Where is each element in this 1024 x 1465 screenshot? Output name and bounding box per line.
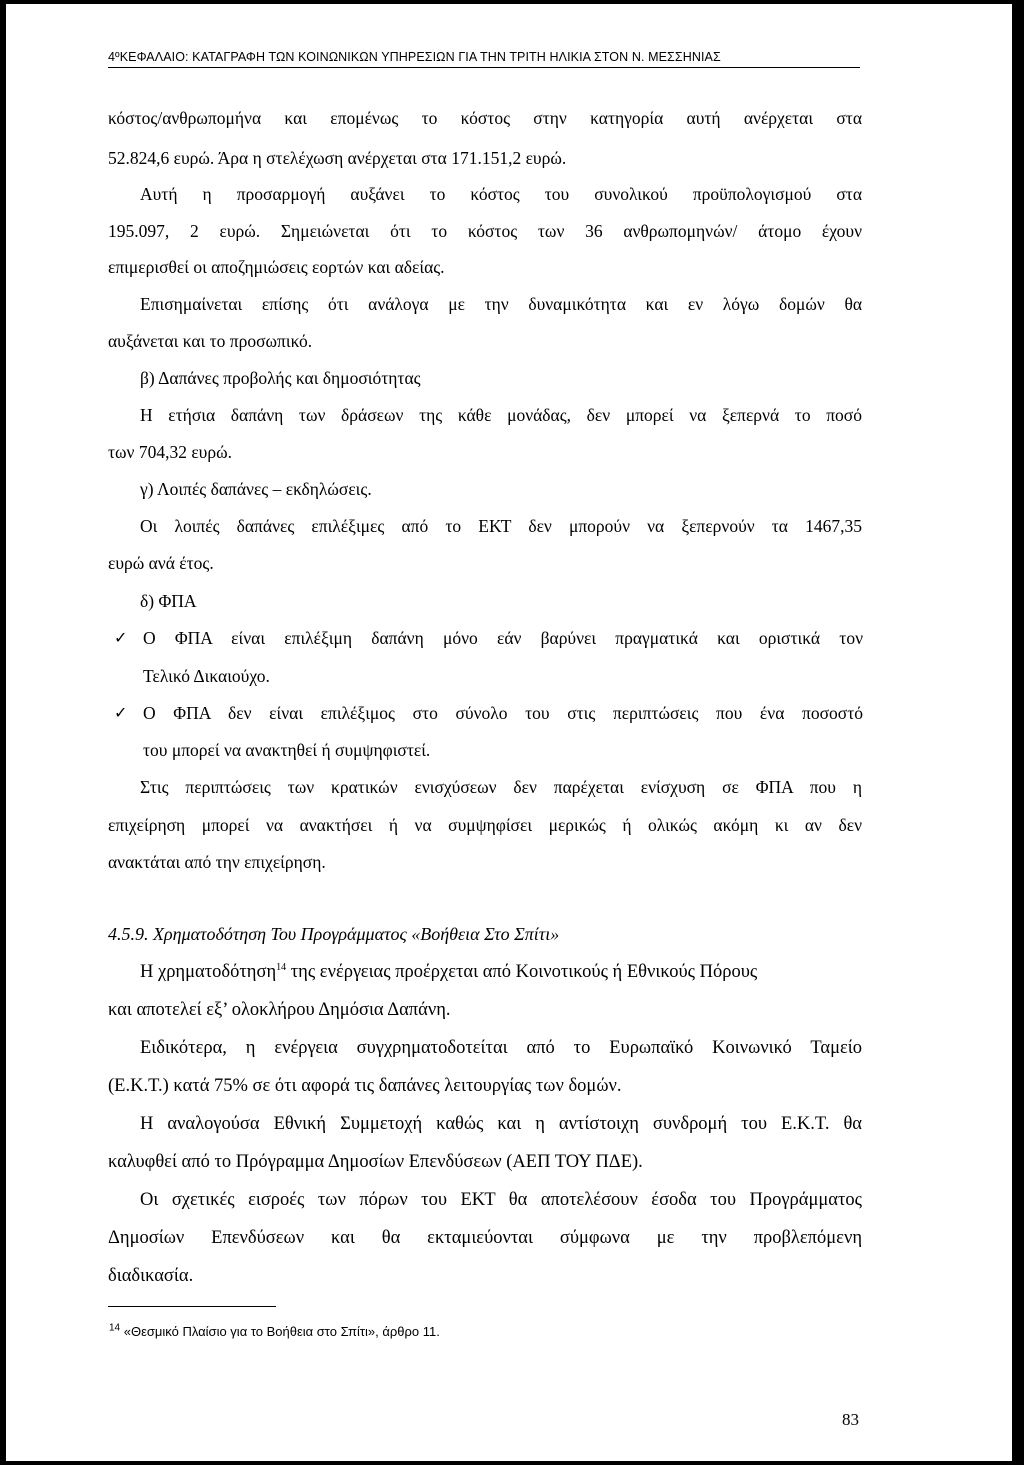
paragraph-line: διαδικασία. xyxy=(108,1266,194,1286)
paragraph-line: επιχείρηση μπορεί να ανακτήσει ή να συμψηφίσει μερικώς ή ολικώς ακόμη κι αν δεν xyxy=(108,815,862,835)
paragraph-line: Δημοσίων Επενδύσεων και θα εκταμιεύονται σύμφωνα με την προβλεπόμενη xyxy=(108,1228,862,1248)
footnote-ref: 14 xyxy=(276,961,287,973)
page-number: 83 xyxy=(842,1410,859,1429)
paragraph-line: ανακτάται από την επιχείρηση. xyxy=(108,852,326,872)
running-header xyxy=(108,50,860,68)
footnote xyxy=(109,1324,440,1339)
subsection-heading: γ) Λοιπές δαπάνες – εκδηλώσεις. xyxy=(140,479,372,499)
paragraph-line: (Ε.Κ.Τ.) κατά 75% σε ότι αφορά τις δαπάνες λειτουργίας των δομών. xyxy=(108,1076,622,1096)
paragraph-line: καλυφθεί από το Πρόγραμμα Δημοσίων Επενδύσεων (ΑΕΠ ΤΟΥ ΠΔΕ). xyxy=(108,1152,643,1172)
bullet-line: Τελικό Δικαιούχο. xyxy=(143,666,270,686)
paragraph-line: Η αναλογούσα Εθνική Συμμετοχή καθώς και η αντίστοιχη συνδρομή του Ε.Κ.Τ. θα xyxy=(140,1114,862,1134)
paragraph-line: Αυτή η προσαρμογή αυξάνει το κόστος του συνολικού προϋπολογισμού στα xyxy=(140,184,862,204)
paragraph-line: και αποτελεί εξ’ ολοκλήρου Δημόσια Δαπάνη. xyxy=(108,1000,451,1020)
paragraph-line: Ειδικότερα, η ενέργεια συγχρηματοδοτείται από το Ευρωπαϊκό Κοινωνικό Ταμείο xyxy=(140,1038,862,1058)
footnote-divider xyxy=(108,1306,276,1307)
bullet-line: Ο ΦΠΑ δεν είναι επιλέξιμος στο σύνολο του στις περιπτώσεις που ένα ποσοστό xyxy=(143,703,863,723)
paragraph-line: 195.097, 2 ευρώ. Σημειώνεται ότι το κόστος των 36 ανθρωπομηνών/ άτομο έχουν xyxy=(108,221,862,241)
section-heading: 4.5.9. Χρηματοδότηση Του Προγράμματος «Βοήθεια Στο Σπίτι» xyxy=(108,924,560,944)
paragraph-line: ευρώ ανά έτος. xyxy=(108,553,214,573)
bullet-line: Ο ΦΠΑ είναι επιλέξιμη δαπάνη μόνο εάν βαρύνει πραγματικά και οριστικά τον xyxy=(143,628,863,648)
checkmark-icon: ✓ xyxy=(114,630,128,647)
footnote-number: 14 xyxy=(109,1322,121,1334)
subsection-heading: δ) ΦΠΑ xyxy=(140,591,197,611)
paragraph-line: επιμερισθεί οι αποζημιώσεις εορτών και αδείας. xyxy=(108,257,445,277)
paragraph-line: κόστος/ανθρωπομήνα και επομένως το κόστος στην κατηγορία αυτή ανέρχεται στα xyxy=(108,108,862,128)
paragraph-text: της ενέργειας προέρχεται από Κοινοτικούς ή Εθνικούς Πόρους xyxy=(286,962,758,982)
paragraph-line xyxy=(140,962,862,983)
bullet-line: του μπορεί να ανακτηθεί ή συμψηφιστεί. xyxy=(143,740,431,760)
paragraph-line: 52.824,6 ευρώ. Άρα η στελέχωση ανέρχεται στα 171.151,2 ευρώ. xyxy=(108,148,567,168)
chapter-title: 4ºΚΕΦΑΛΑΙΟ: ΚΑΤΑΓΡΑΦΗ ΤΩΝ ΚΟΙΝΩΝΙΚΩΝ ΥΠΗΡΕΣΙΩΝ ΓΙΑ ΤΗΝ ΤΡΙΤΗ ΗΛΙΚΙΑ ΣΤΟΝ Ν. ΜΕΣΣΗΝΙΑΣ xyxy=(108,50,721,64)
paragraph-line: Επισημαίνεται επίσης ότι ανάλογα με την δυναμικότητα και εν λόγω δομών θα xyxy=(140,294,862,314)
footnote-text: «Θεσμικό Πλαίσιο για το Βοήθεια στο Σπίτι», άρθρο 11. xyxy=(120,1324,440,1339)
paragraph-line: Στις περιπτώσεις των κρατικών ενισχύσεων δεν παρέχεται ενίσχυση σε ΦΠΑ που η xyxy=(140,777,862,797)
paragraph-line: Η ετήσια δαπάνη των δράσεων της κάθε μονάδας, δεν μπορεί να ξεπερνά το ποσό xyxy=(140,405,862,425)
checkmark-icon: ✓ xyxy=(114,705,128,722)
paragraph-line: Οι λοιπές δαπάνες επιλέξιμες από το ΕΚΤ δεν μπορούν να ξεπερνούν τα 1467,35 xyxy=(140,516,862,536)
paragraph-text: Η χρηματοδότηση xyxy=(140,962,277,982)
paragraph-line: αυξάνεται και το προσωπικό. xyxy=(108,331,313,351)
subsection-heading: β) Δαπάνες προβολής και δημοσιότητας xyxy=(140,368,421,388)
paragraph-line: Οι σχετικές εισροές των πόρων του ΕΚΤ θα αποτελέσουν έσοδα του Προγράμματος xyxy=(140,1190,862,1210)
paragraph-line: των 704,32 ευρώ. xyxy=(108,442,232,462)
